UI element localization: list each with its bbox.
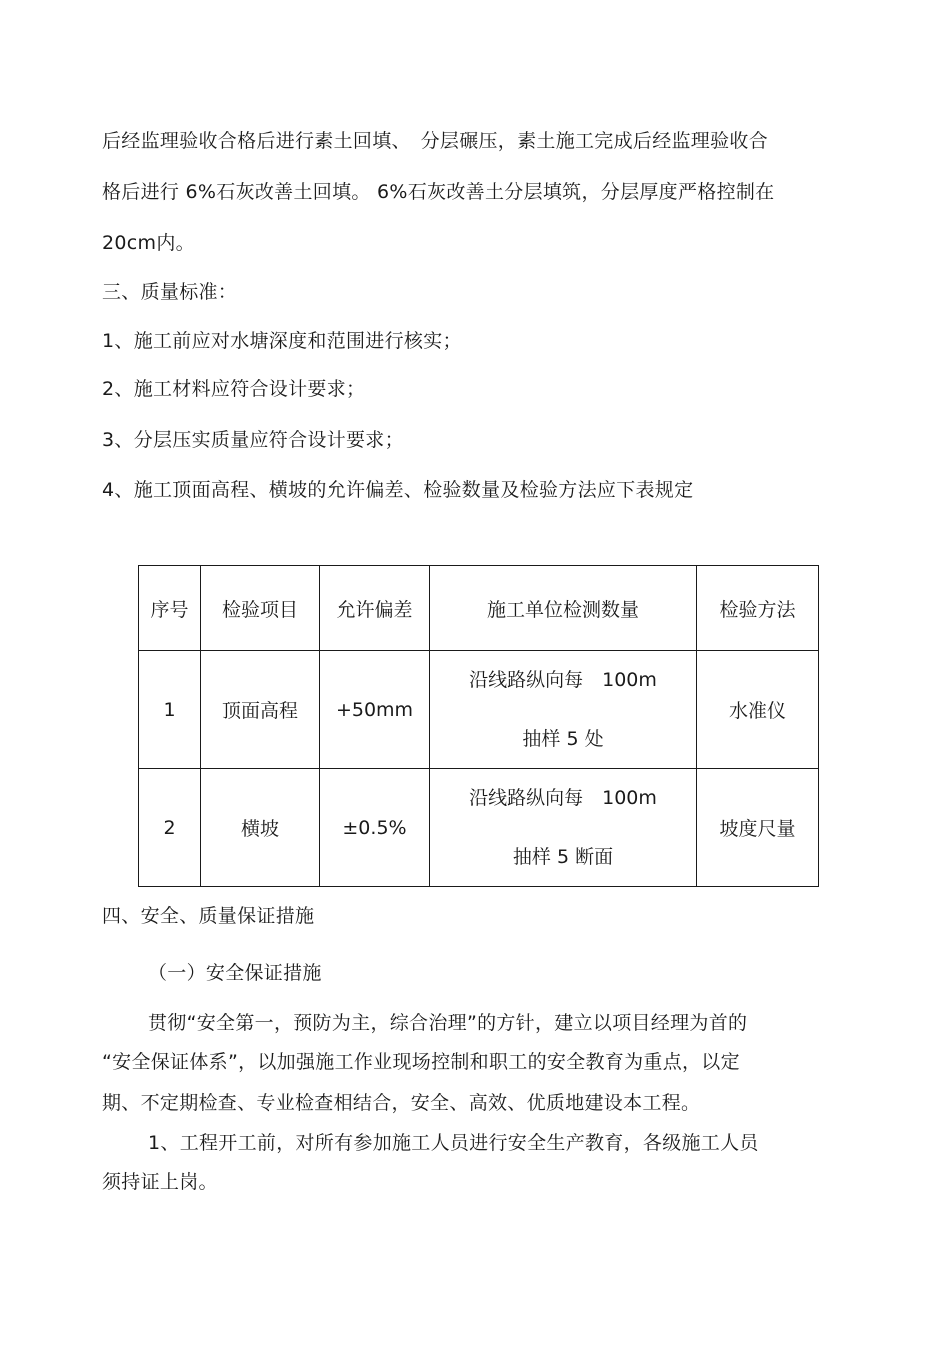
inspection-table: [138, 565, 819, 887]
cell-inspection-quantity: [430, 651, 697, 769]
table-row: [139, 651, 819, 769]
paragraph-line: 期、不定期检查、专业检查相结合，安全、高效、优质地建设本工程。: [102, 1092, 701, 1114]
standard-item-4: 4、施工顶面高程、横坡的允许偏差、检验数量及检验方法应下表规定: [102, 479, 694, 501]
standard-item-1: 1、施工前应对水塘深度和范围进行核实；: [102, 330, 462, 352]
quantity-line: 沿线路纵向每 100m: [469, 669, 657, 691]
cell-tolerance: ±0.5%: [320, 769, 430, 887]
standard-item-2: 2、施工材料应符合设计要求；: [102, 378, 366, 400]
paragraph-line: 1、工程开工前，对所有参加施工人员进行安全生产教育，各级施工人员: [148, 1132, 759, 1154]
cell-inspection-method: 水准仪: [697, 651, 819, 769]
section-heading-safety-quality: 四、安全、质量保证措施: [102, 905, 315, 927]
cell-tolerance: +50mm: [320, 651, 430, 769]
table-header-row: [139, 566, 819, 651]
quantity-line: 抽样 5 断面: [512, 846, 614, 868]
table-row: [139, 769, 819, 887]
header-inspection-method: 检验方法: [697, 566, 819, 651]
cell-inspection-item: 横坡: [201, 769, 320, 887]
cell-inspection-quantity: [430, 769, 697, 887]
paragraph-line: 20cm内。: [102, 232, 195, 254]
header-tolerance: 允许偏差: [320, 566, 430, 651]
paragraph-line: 后经监理验收合格后进行素土回填、 分层碾压，素土施工完成后经监理验收合: [102, 130, 769, 152]
header-serial-no: 序号: [139, 566, 201, 651]
cell-inspection-method: 坡度尺量: [697, 769, 819, 887]
cell-serial-no: 2: [139, 769, 201, 887]
header-inspection-quantity: 施工单位检测数量: [430, 566, 697, 651]
quantity-line: 沿线路纵向每 100m: [469, 787, 657, 809]
cell-serial-no: 1: [139, 651, 201, 769]
paragraph-line: 须持证上岗。: [102, 1171, 218, 1193]
subsection-heading-safety: （一）安全保证措施: [148, 962, 322, 984]
quantity-line: 抽样 5 处: [522, 728, 604, 750]
cell-inspection-item: 顶面高程: [201, 651, 320, 769]
paragraph-line: 格后进行 6%石灰改善土回填。 6%石灰改善土分层填筑，分层厚度严格控制在: [102, 181, 775, 203]
paragraph-line: “安全保证体系”，以加强施工作业现场控制和职工的安全教育为重点，以定: [102, 1051, 740, 1073]
header-inspection-item: 检验项目: [201, 566, 320, 651]
standard-item-3: 3、分层压实质量应符合设计要求；: [102, 429, 404, 451]
section-heading-quality-standard: 三、质量标准：: [102, 281, 238, 303]
paragraph-line: 贯彻“安全第一，预防为主，综合治理”的方针，建立以项目经理为首的: [148, 1012, 748, 1034]
